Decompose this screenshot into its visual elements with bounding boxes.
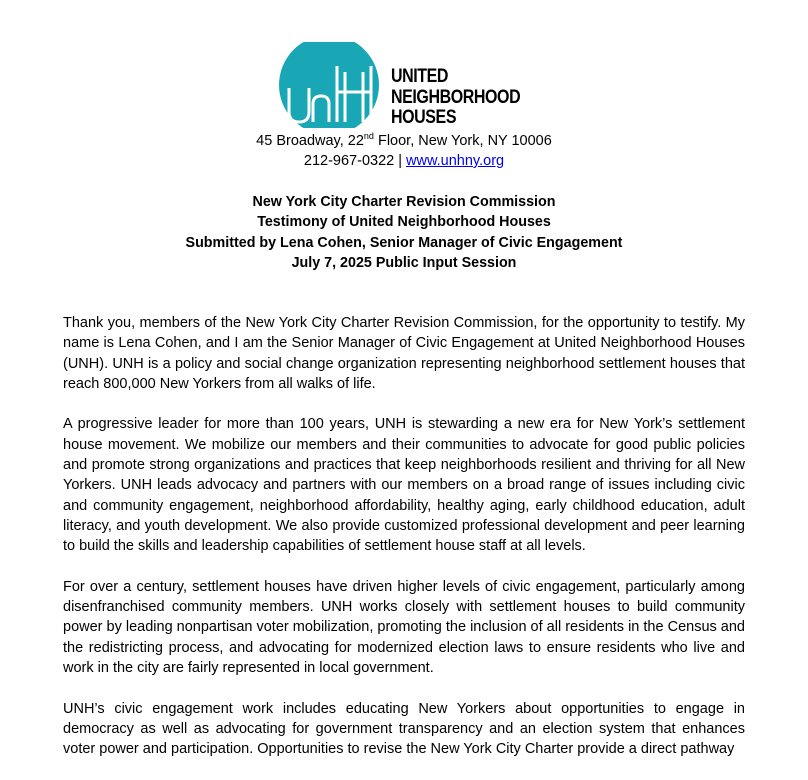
logo-line-houses: HOUSES: [391, 106, 457, 128]
heading-submitted-by: Submitted by Lena Cohen, Senior Manager of Civic Engagement: [185, 234, 623, 251]
contact-line: [0, 151, 808, 171]
unh-logo-mark-icon: [279, 42, 389, 128]
heading-date: July 7, 2025 Public Input Session: [291, 254, 517, 271]
testimony-heading: [0, 192, 808, 273]
heading-commission: New York City Charter Revision Commission: [252, 194, 556, 210]
street-prefix: 45 Broadway, 22: [256, 133, 364, 149]
phone-number: 212-967-0322 |: [303, 153, 407, 169]
heading-testimony: Testimony of United Neighborhood Houses: [257, 214, 551, 231]
paragraph: UNH’s civic engagement work includes educating New Yorkers about opportunities to engage in democracy as well as advocating for government transparency and an election system that enhances voter power and participation. Opportunities to revise the New York City Charter provide a direct pathway: [63, 700, 745, 758]
paragraph: For over a century, settlement houses have driven higher levels of civic engagement, particularly among disenfranchised community members. UNH works closely with settlement houses to build community power by leading nonpartisan voter mobilization, promoting the inclusion of all residents in the Census and the redistricting process, and advocating for modernized election laws to ensure residents who live and work in the city are fairly represented in local government.: [63, 578, 745, 677]
unh-logo: [279, 42, 531, 128]
street-suffix: Floor, New York, NY 10006: [373, 133, 552, 149]
testimony-body: [63, 313, 745, 780]
floor-suffix: nd: [363, 131, 374, 142]
website-link[interactable]: www.unhny.org: [406, 153, 505, 169]
logo-line-united: UNITED: [391, 65, 449, 87]
logo-wordmark: [391, 66, 520, 128]
address-line: [0, 131, 808, 151]
logo-line-neighborhood: NEIGHBORHOOD: [391, 85, 521, 108]
paragraph: Thank you, members of the New York City Charter Revision Commission, for the opportunity to testify. My name is Lena Cohen, and I am the Senior Manager of Civic Engagement at United Neighborhood Houses (UNH). UNH is a policy and social change organization representing neighborhood settlement houses that reach 800,000 New Yorkers from all walks of life.: [63, 315, 745, 392]
paragraph: A progressive leader for more than 100 years, UNH is stewarding a new era for New York’s settlement house movement. We mobilize our members and their communities to advocate for good public policies and promote strong organizations and practices that keep neighborhoods resilient and thriving for all New Yorkers. UNH leads advocacy and partners with our members on a broad range of issues including civic and community engagement, neighborhood affordability, healthy aging, early childhood education, adult literacy, and youth development. We also provide customized professional development and peer learning to build the skills and leadership capabilities of settlement house staff at all levels.: [63, 416, 745, 555]
